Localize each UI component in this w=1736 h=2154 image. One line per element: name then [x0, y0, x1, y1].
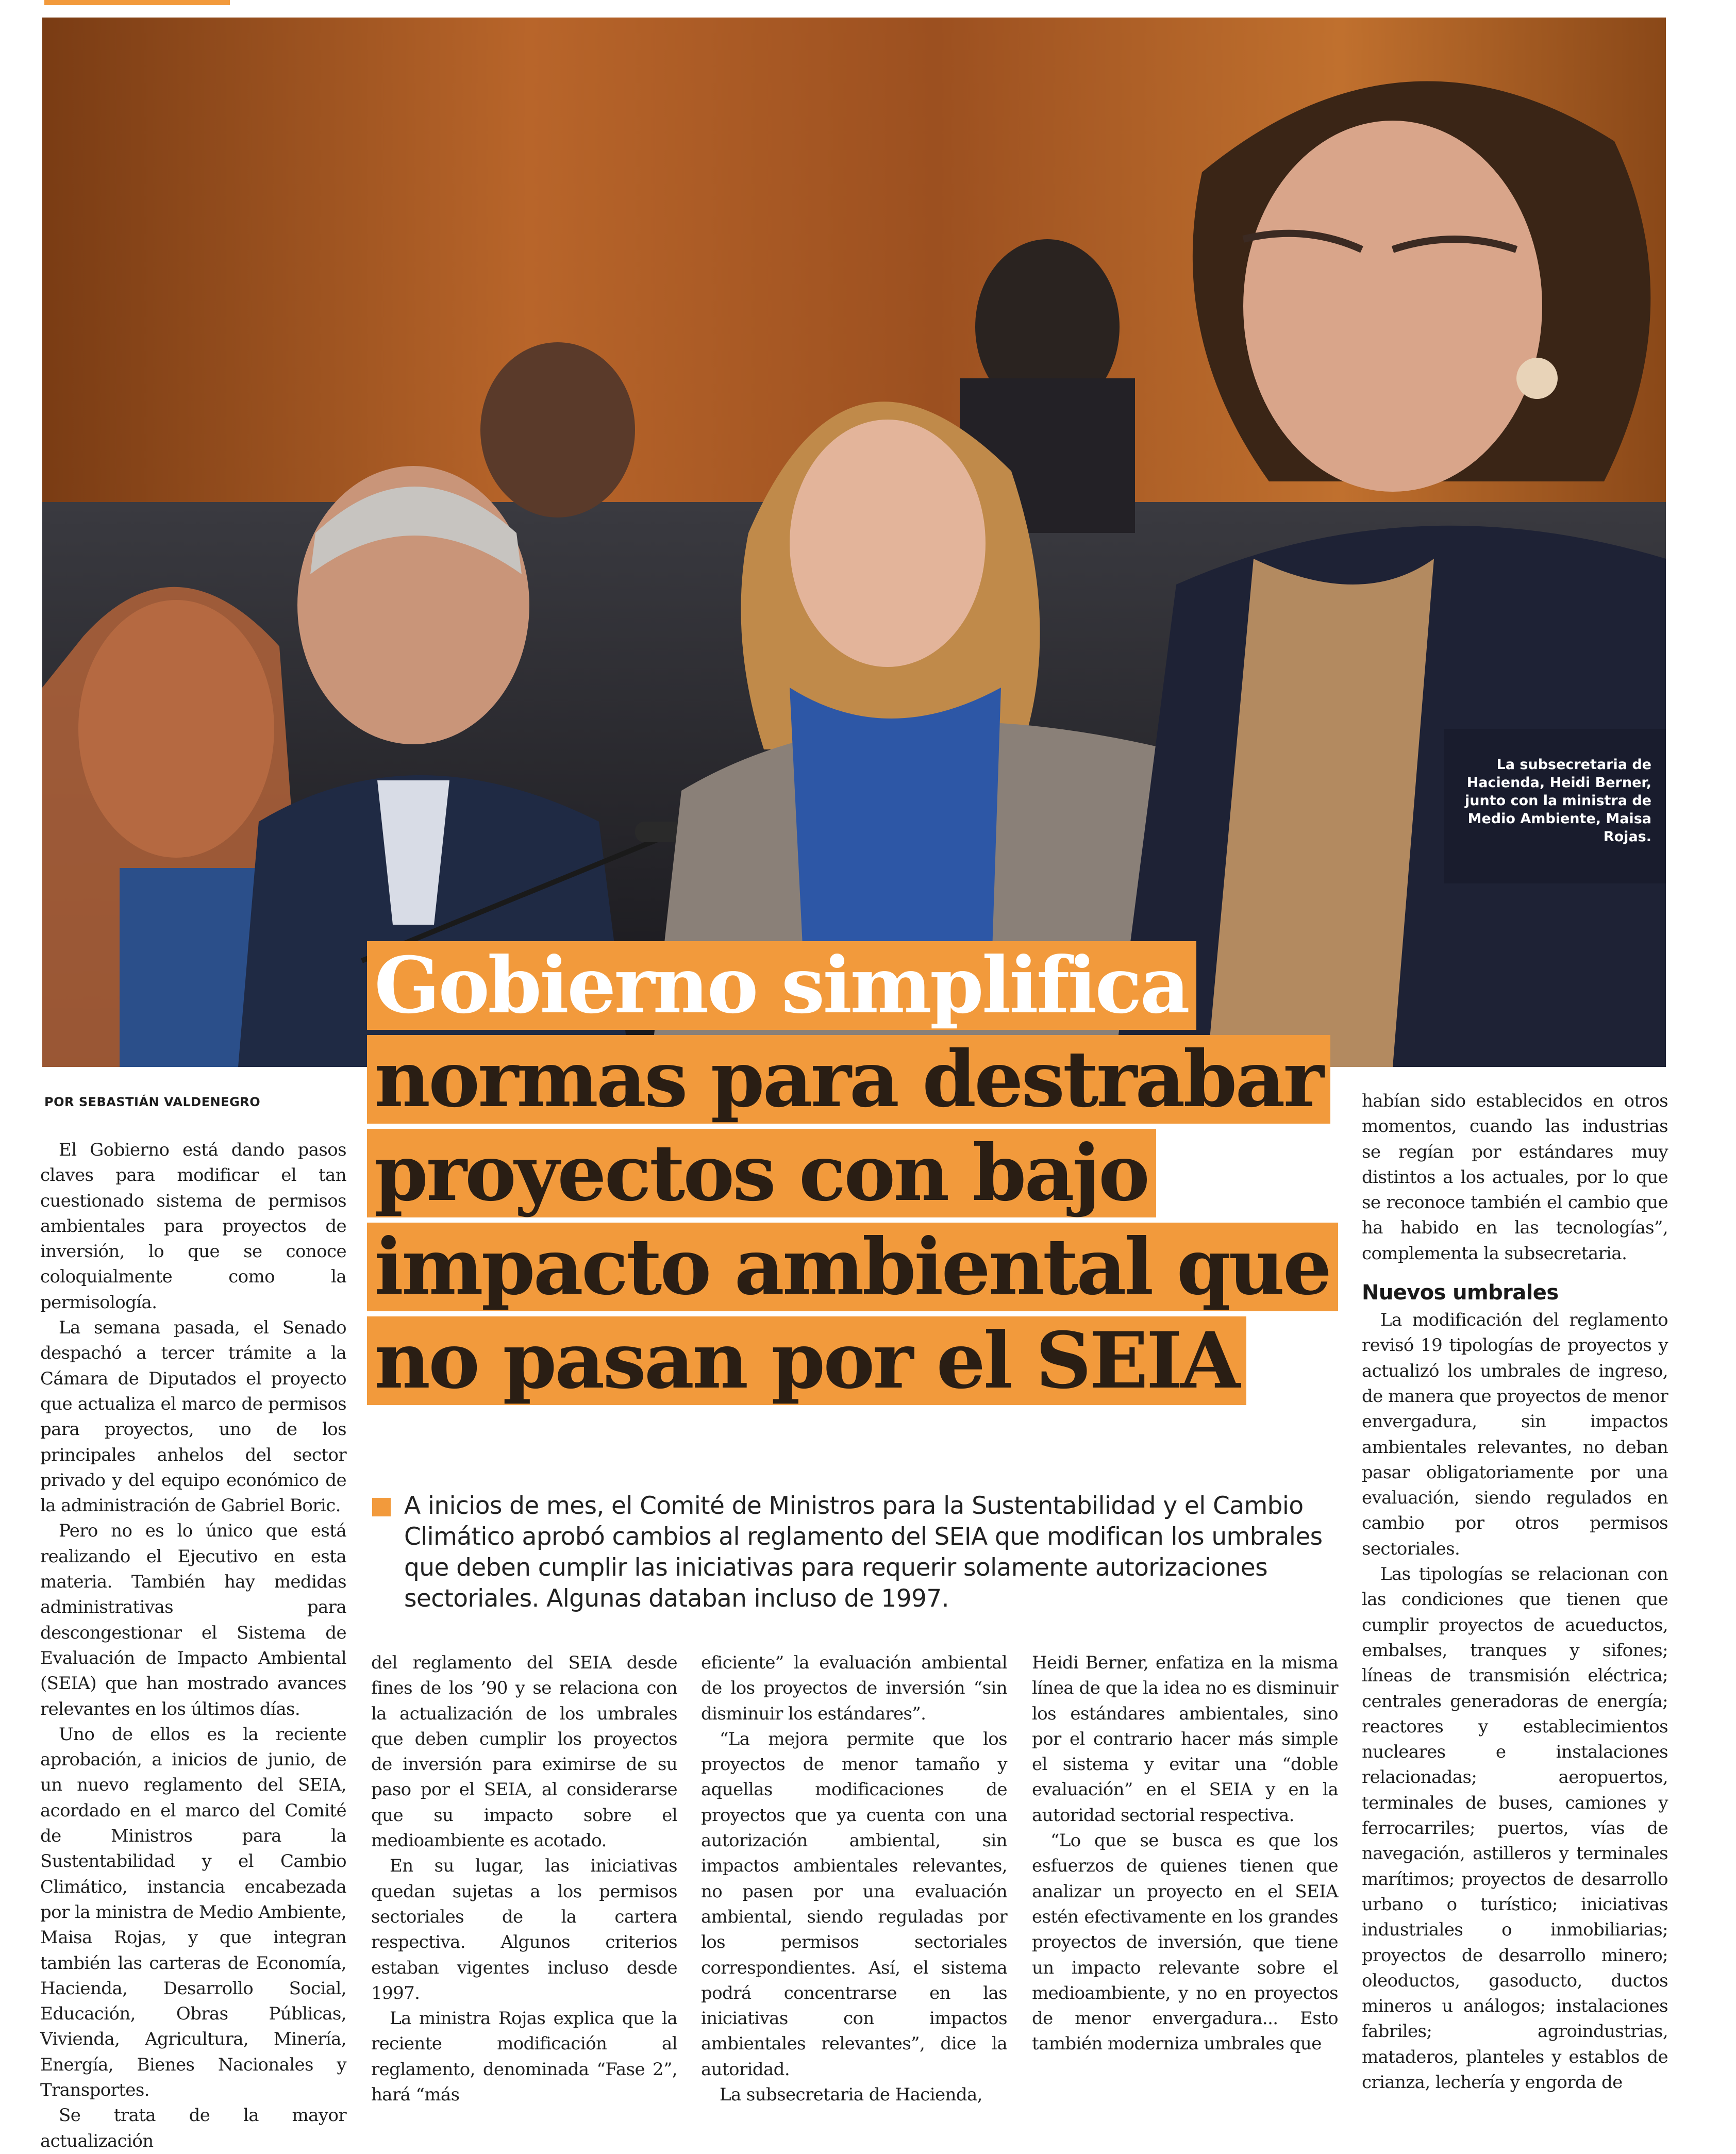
- headline-line-1: Gobierno simplifica: [367, 941, 1196, 1030]
- paragraph: Pero no es lo único que está realizando el Ejecutivo en esta materia. También hay medidas administrativas para descongestionar el Sistema de Evaluación de Impacto Ambiental (SEIA) que han mostrado avances relevantes en los últimos días.: [40, 1521, 346, 1719]
- paragraph: La subsecretaria de Hacienda,: [720, 2084, 982, 2106]
- paragraph: Las tipologías se relacionan con las condiciones que tienen que cumplir proyectos de acueductos, embalses, tranques y sifones; líneas de transmisión eléctrica; centrales generadoras de energía; reactores y establecimientos nucleares e instalaciones relacionadas; aeropuertos, terminales de buses, camiones y ferrocarriles; puertos, vías de navegación, astilleros y terminales marítimos; proyectos de desarrollo urbano o turístico; iniciativas industriales o inmobiliarias; proyectos de desarrollo minero; oleoductos, gasoducto, ductos mineros u análogos; instalaciones fabriles; agroindustrias, mataderos, planteles y establos de crianza, lechería y engorda de: [1362, 1564, 1668, 2093]
- lead-text: A inicios de mes, el Comité de Ministros para la Sustentabilidad y el Cambio Climático aprobó cambios al reglamento del SEIA que modifican los umbrales que deben cumplir las iniciativas para requerir solamente autorizaciones sectoriales. Algunas databan incluso de 1997.: [404, 1492, 1323, 1613]
- headline-line-2: normas para destrabar: [367, 1035, 1330, 1124]
- body-column-5: [1362, 1089, 1668, 2095]
- body-column-1: [40, 1138, 346, 2154]
- byline: POR SEBASTIÁN VALDENEGRO: [44, 1095, 261, 1109]
- body-column-4: [1032, 1650, 1338, 2057]
- article-photo: [42, 18, 1666, 1067]
- section-color-bar: [44, 0, 230, 5]
- paragraph: Heidi Berner, enfatiza en la misma línea de que la idea no es disminuir los estándares ambientales, sino por el contrario hacer más simple el sistema y evitar una “doble evaluación” en el SEIA y en la autoridad sectorial respectiva.: [1032, 1652, 1338, 1826]
- paragraph: “Lo que se busca es que los esfuerzos de quienes tienen que analizar un proyecto en el SEIA estén efectivamente en los grandes proyectos de inversión, que tiene un impacto relevante sobre el medioambiente, y no en proyectos de menor envergadura... Esto también moderniza umbrales que: [1032, 1830, 1338, 2055]
- paragraph: eficiente” la evaluación ambiental de los proyectos de inversión “sin disminuir los estándares”.: [701, 1652, 1007, 1724]
- photo-illustration: [42, 18, 1666, 1067]
- paragraph: Uno de ellos es la reciente aprobación, a inicios de junio, de un nuevo reglamento del SEIA, acordado en el marco del Comité de Ministros para la Sustentabilidad y el Cambio Climático, instancia encabezada por la ministra de Medio Ambiente, Maisa Rojas, y que integran también las carteras de Economía, Hacienda, Desarrollo Social, Educación, Obras Públicas, Vivienda, Agricultura, Minería, Energía, Bienes Nacionales y Transportes.: [40, 1724, 346, 2100]
- subheading: Nuevos umbrales: [1362, 1281, 1559, 1305]
- photo-caption: La subsecretaria de Hacienda, Heidi Berner, junto con la ministra de Medio Ambiente, Maisa Rojas.: [1464, 757, 1651, 845]
- body-column-2: [371, 1650, 677, 2108]
- paragraph: La semana pasada, el Senado despachó a tercer trámite a la Cámara de Diputados el proyecto que actualiza el marco de permisos para proyectos, uno de los principales anhelos del sector privado y del equipo económico de la administración de Gabriel Boric.: [40, 1317, 346, 1516]
- body-column-3: [701, 1650, 1007, 2108]
- paragraph: En su lugar, las iniciativas quedan sujetas a los permisos sectoriales de la cartera respectiva. Algunos criterios estaban vigentes incluso desde 1997.: [371, 1856, 677, 2003]
- headline-line-5: no pasan por el SEIA: [367, 1316, 1246, 1405]
- paragraph: El Gobierno está dando pasos claves para modificar el tan cuestionado sistema de permisos ambientales para proyectos de inversión, lo que se conoce coloquialmente como la permisología.: [40, 1140, 346, 1313]
- paragraph: La ministra Rojas explica que la reciente modificación al reglamento, denominada “Fase 2”, hará “más: [371, 2008, 677, 2106]
- bullet-square-icon: [372, 1498, 391, 1516]
- lead-paragraph: [372, 1491, 1341, 1614]
- headline-line-4: impacto ambiental que: [367, 1223, 1338, 1311]
- paragraph: La modificación del reglamento revisó 19 tipologías de proyectos y actualizó los umbrales de ingreso, de manera que proyectos de menor envergadura, sin impactos ambientales relevantes, no deban pasar obligatoriamente por una evaluación, siendo regulados en cambio por otros permisos sectoriales.: [1362, 1310, 1668, 1559]
- paragraph: del reglamento del SEIA desde fines de los ’90 y se relaciona con la actualización de los umbrales que deben cumplir los proyectos de inversión para eximirse de su paso por el SEIA, al considerarse que su impacto sobre el medioambiente es acotado.: [371, 1652, 677, 1851]
- paragraph: “La mejora permite que los proyectos de menor tamaño y aquellas modificaciones de proyectos que ya cuenta con una autorización ambiental, sin impactos ambientales relevantes, no pasen por una evaluación ambiental, siendo reguladas por los permisos sectoriales correspondientes. Así, el sistema podrá concentrarse en las iniciativas con impactos ambientales relevantes”, dice la autoridad.: [701, 1728, 1007, 2080]
- paragraph: Se trata de la mayor actualización: [40, 2105, 346, 2151]
- paragraph: habían sido establecidos en otros momentos, cuando las industrias se regían por estándares muy distintos a los actuales, por lo que se reconoce también el cambio que ha habido en las tecnologías”, complementa la subsecretaria.: [1362, 1091, 1668, 1264]
- headline: [367, 941, 1338, 1410]
- headline-line-3: proyectos con bajo: [367, 1129, 1156, 1217]
